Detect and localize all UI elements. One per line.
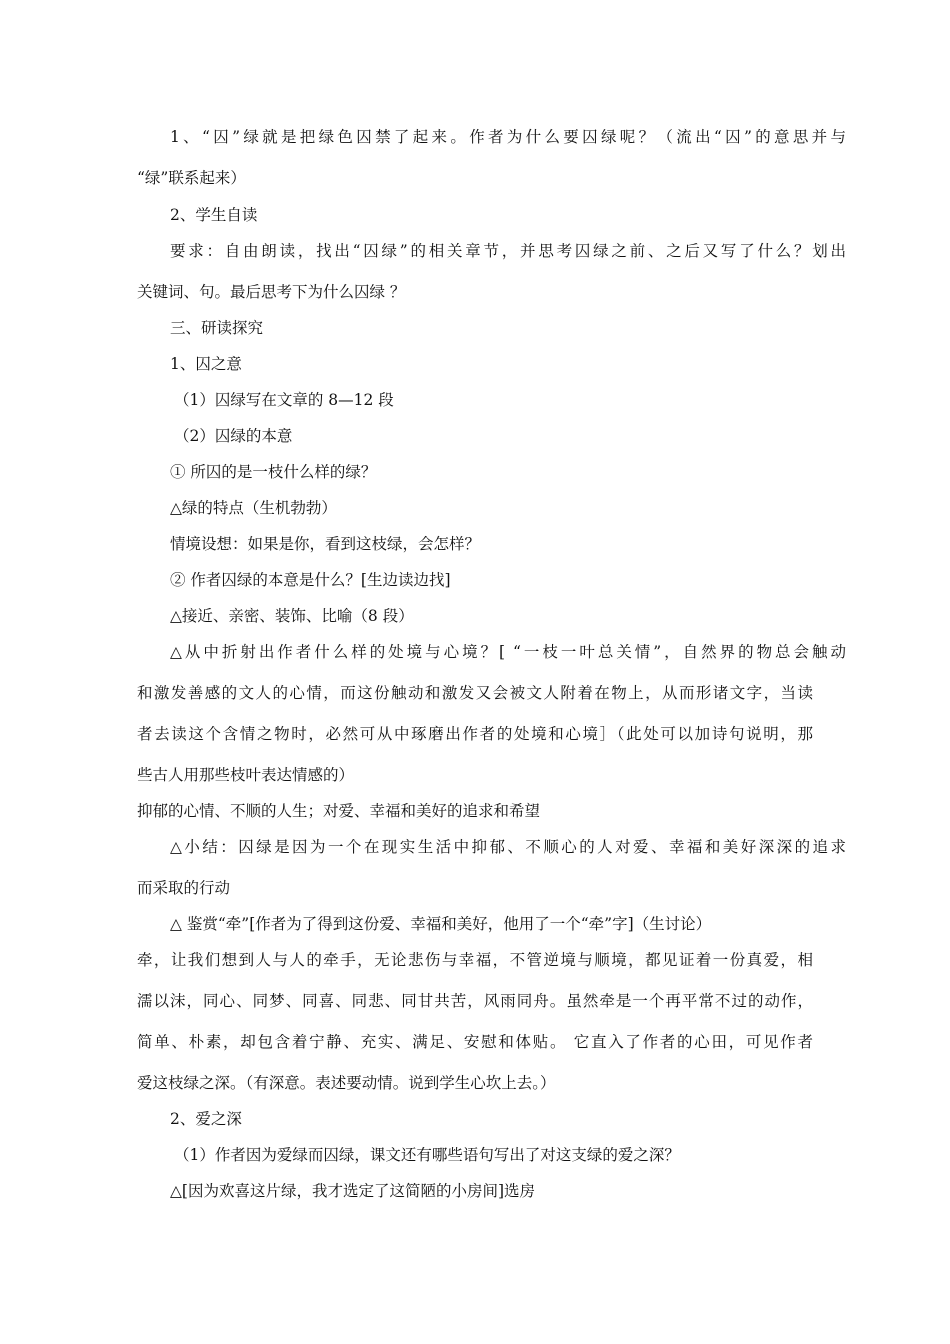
section-heading: 2、爱之深: [170, 1110, 242, 1128]
paragraph-line: 牵，让我们想到人与人的牵手，无论悲伤与幸福，不管逆境与顺境，都见证着一份真爱，相: [137, 951, 813, 969]
paragraph-line: ① 所囚的是一枝什么样的绿？: [170, 463, 377, 481]
paragraph-line: 而采取的行动: [137, 879, 231, 897]
paragraph-line: △从中折射出作者什么样的处境与心境？[ “一枝一叶总关情”，自然界的物总会触动: [170, 643, 846, 661]
paragraph-line: △接近、亲密、装饰、比喻（8 段）: [170, 607, 414, 625]
paragraph-line: 简单、朴素，却包含着宁静、充实、满足、安慰和体贴。 它直入了作者的心田，可见作者: [137, 1033, 813, 1051]
paragraph-line: 抑郁的心情、不顺的人生；对爱、幸福和美好的追求和希望: [137, 802, 541, 820]
paragraph-line: 情境设想：如果是你，看到这枝绿，会怎样？: [170, 535, 481, 553]
paragraph-line: （1）囚绿写在文章的 8—12 段: [174, 391, 394, 409]
paragraph-line: △绿的特点（生机勃勃）: [170, 499, 337, 517]
paragraph-line: 关键词、句。最后思考下为什么囚绿 ？: [137, 283, 406, 301]
paragraph-line: 些古人用那些枝叶表达情感的）: [137, 766, 355, 784]
paragraph-line: 要求：自由朗读，找出“囚绿”的相关章节，并思考囚绿之前、之后又写了什么？划出: [170, 242, 846, 260]
section-heading: 三、研读探究: [170, 319, 264, 337]
paragraph-line: “绿”联系起来）: [137, 169, 246, 187]
section-heading: 1、囚之意: [170, 355, 242, 373]
paragraph-line: （2）囚绿的本意: [174, 427, 293, 445]
paragraph-line: 和激发善感的文人的心情，而这份触动和激发又会被文人附着在物上，从而形诸文字，当读: [137, 684, 813, 702]
paragraph-line: 者去读这个含情之物时，必然可从中琢磨出作者的处境和心境］（此处可以加诗句说明，那: [137, 725, 813, 743]
paragraph-line: ② 作者囚绿的本意是什么？[生边读边找]: [170, 571, 451, 589]
paragraph-line: △小结：囚绿是因为一个在现实生活中抑郁、不顺心的人对爱、幸福和美好深深的追求: [170, 838, 846, 856]
paragraph-line: △[因为欢喜这片绿，我才选定了这简陋的小房间]选房: [170, 1182, 536, 1200]
paragraph-line: △ 鉴赏“牵”[作者为了得到这份爱、幸福和美好，他用了一个“牵”字]（生讨论）: [170, 915, 712, 933]
paragraph-line: （1）作者因为爱绿而囚绿，课文还有哪些语句写出了对这支绿的爱之深？: [174, 1146, 680, 1164]
paragraph-line: 爱这枝绿之深。（有深意。表述要动情。说到学生心坎上去。）: [137, 1074, 556, 1092]
section-heading: 2、学生自读: [170, 206, 258, 224]
paragraph-line: 濡以沫，同心、同梦、同喜、同悲、同甘共苦，风雨同舟。虽然牵是一个再平常不过的动作，: [137, 992, 813, 1010]
paragraph-line: 1、“囚”绿就是把绿色囚禁了起来。作者为什么要囚绿呢？（流出“囚”的意思并与: [170, 128, 846, 146]
